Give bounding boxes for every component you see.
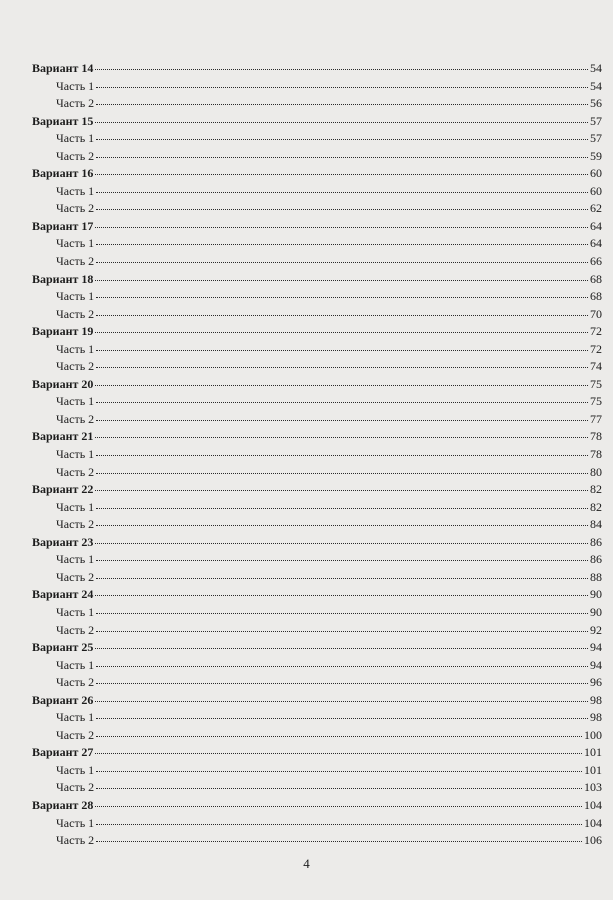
toc-entry-page: 104 xyxy=(584,797,602,812)
dot-leader xyxy=(96,508,588,509)
toc-entry-part xyxy=(32,306,602,324)
toc-entry-label: Часть 2 xyxy=(56,96,95,111)
toc-entry-page: 64 xyxy=(590,236,602,251)
toc-entry-label: Часть 1 xyxy=(56,499,95,514)
toc-entry-page: 86 xyxy=(590,552,602,567)
dot-leader xyxy=(96,525,588,526)
toc-entry-label: Вариант 20 xyxy=(32,376,94,391)
toc-entry-part xyxy=(32,604,602,622)
toc-entry-variant xyxy=(32,586,602,604)
toc-entry-label: Часть 2 xyxy=(56,464,95,479)
toc-entry-label: Часть 2 xyxy=(56,201,95,216)
dot-leader xyxy=(95,69,588,70)
toc-entry-page: 94 xyxy=(590,657,602,672)
toc-entry-part xyxy=(32,569,602,587)
toc-entry-part xyxy=(32,622,602,640)
toc-entry-variant xyxy=(32,534,602,552)
toc-entry-page: 64 xyxy=(590,218,602,233)
toc-entry-label: Часть 2 xyxy=(56,727,95,742)
dot-leader xyxy=(96,350,588,351)
toc-entry-page: 70 xyxy=(590,306,602,321)
toc-entry-page: 80 xyxy=(590,464,602,479)
toc-entry-label: Вариант 22 xyxy=(32,482,94,497)
toc-entry-page: 74 xyxy=(590,359,602,374)
toc-entry-page: 54 xyxy=(590,61,602,75)
dot-leader xyxy=(96,631,588,632)
toc-entry-part xyxy=(32,674,602,692)
toc-entry-page: 78 xyxy=(590,429,602,444)
dot-leader xyxy=(96,736,582,737)
toc-entry-page: 86 xyxy=(590,534,602,549)
dot-leader xyxy=(95,280,588,281)
toc-entry-variant xyxy=(32,428,602,446)
toc-entry-page: 77 xyxy=(590,411,602,426)
dot-leader xyxy=(96,402,588,403)
toc-entry-page: 84 xyxy=(590,517,602,532)
toc-entry-part xyxy=(32,411,602,429)
dot-leader xyxy=(96,473,588,474)
toc-entry-page: 101 xyxy=(584,745,602,760)
toc-entry-page: 106 xyxy=(584,833,602,848)
toc-entry-variant xyxy=(32,60,602,78)
toc-entry-page: 82 xyxy=(590,482,602,497)
toc-entry-label: Вариант 23 xyxy=(32,534,94,549)
toc-entry-page: 68 xyxy=(590,271,602,286)
toc-entry-part xyxy=(32,130,602,148)
toc-entry-variant xyxy=(32,323,602,341)
toc-entry-variant xyxy=(32,165,602,183)
dot-leader xyxy=(96,613,588,614)
toc-entry-label: Вариант 24 xyxy=(32,587,94,602)
dot-leader xyxy=(96,139,588,140)
toc-entry-variant xyxy=(32,113,602,131)
dot-leader xyxy=(96,683,588,684)
toc-entry-part xyxy=(32,95,602,113)
toc-entry-label: Часть 1 xyxy=(56,815,95,830)
toc-entry-page: 103 xyxy=(584,780,602,795)
toc-entry-page: 72 xyxy=(590,341,602,356)
toc-entry-page: 82 xyxy=(590,499,602,514)
table-of-contents xyxy=(32,60,602,850)
toc-entry-label: Часть 1 xyxy=(56,762,95,777)
dot-leader xyxy=(96,788,582,789)
dot-leader xyxy=(96,718,588,719)
toc-entry-label: Часть 1 xyxy=(56,78,95,93)
toc-entry-page: 59 xyxy=(590,148,602,163)
toc-entry-label: Вариант 17 xyxy=(32,218,94,233)
dot-leader xyxy=(96,367,588,368)
dot-leader xyxy=(95,122,588,123)
toc-entry-page: 56 xyxy=(590,96,602,111)
toc-entry-page: 90 xyxy=(590,604,602,619)
dot-leader xyxy=(96,578,588,579)
dot-leader xyxy=(96,297,588,298)
toc-entry-part xyxy=(32,832,602,850)
toc-entry-variant xyxy=(32,481,602,499)
toc-entry-variant xyxy=(32,376,602,394)
toc-entry-page: 62 xyxy=(590,201,602,216)
dot-leader xyxy=(95,753,582,754)
toc-entry-label: Вариант 26 xyxy=(32,692,94,707)
toc-entry-label: Вариант 18 xyxy=(32,271,94,286)
dot-leader xyxy=(95,227,588,228)
dot-leader xyxy=(96,87,588,88)
toc-entry-variant xyxy=(32,692,602,710)
toc-entry-label: Вариант 19 xyxy=(32,324,94,339)
toc-entry-label: Вариант 16 xyxy=(32,166,94,181)
dot-leader xyxy=(96,420,588,421)
dot-leader xyxy=(95,385,588,386)
toc-entry-part xyxy=(32,727,602,745)
toc-entry-page: 57 xyxy=(590,131,602,146)
toc-entry-part xyxy=(32,446,602,464)
toc-entry-label: Часть 1 xyxy=(56,657,95,672)
toc-entry-part xyxy=(32,551,602,569)
toc-entry-page: 57 xyxy=(590,113,602,128)
dot-leader xyxy=(96,666,588,667)
toc-entry-part xyxy=(32,779,602,797)
toc-entry-part xyxy=(32,148,602,166)
toc-entry-page: 98 xyxy=(590,710,602,725)
toc-entry-page: 98 xyxy=(590,692,602,707)
toc-entry-label: Часть 2 xyxy=(56,411,95,426)
dot-leader xyxy=(96,560,588,561)
toc-entry-label: Часть 2 xyxy=(56,569,95,584)
dot-leader xyxy=(95,701,588,702)
toc-entry-label: Часть 1 xyxy=(56,394,95,409)
dot-leader xyxy=(96,157,588,158)
dot-leader xyxy=(96,315,588,316)
toc-entry-variant xyxy=(32,271,602,289)
dot-leader xyxy=(96,104,588,105)
toc-entry-part xyxy=(32,200,602,218)
toc-entry-label: Часть 1 xyxy=(56,604,95,619)
toc-entry-label: Часть 2 xyxy=(56,780,95,795)
toc-entry-label: Вариант 25 xyxy=(32,640,94,655)
toc-entry-label: Часть 1 xyxy=(56,447,95,462)
toc-entry-page: 54 xyxy=(590,78,602,93)
toc-entry-label: Часть 2 xyxy=(56,148,95,163)
toc-entry-part xyxy=(32,516,602,534)
dot-leader xyxy=(95,595,588,596)
toc-entry-part xyxy=(32,253,602,271)
toc-entry-page: 90 xyxy=(590,587,602,602)
toc-entry-part xyxy=(32,235,602,253)
toc-entry-part xyxy=(32,464,602,482)
dot-leader xyxy=(95,543,588,544)
dot-leader xyxy=(95,648,588,649)
toc-entry-label: Часть 1 xyxy=(56,289,95,304)
toc-entry-label: Часть 1 xyxy=(56,341,95,356)
toc-entry-page: 60 xyxy=(590,183,602,198)
toc-entry-part xyxy=(32,358,602,376)
toc-entry-label: Часть 2 xyxy=(56,675,95,690)
dot-leader xyxy=(96,209,588,210)
dot-leader xyxy=(96,262,588,263)
toc-entry-label: Вариант 27 xyxy=(32,745,94,760)
toc-entry-label: Часть 1 xyxy=(56,710,95,725)
toc-entry-page: 101 xyxy=(584,762,602,777)
toc-entry-label: Часть 2 xyxy=(56,833,95,848)
dot-leader xyxy=(96,841,582,842)
toc-entry-part xyxy=(32,288,602,306)
toc-entry-label: Вариант 21 xyxy=(32,429,94,444)
toc-entry-part xyxy=(32,657,602,675)
dot-leader xyxy=(95,490,588,491)
toc-entry-label: Часть 1 xyxy=(56,131,95,146)
dot-leader xyxy=(96,244,588,245)
dot-leader xyxy=(95,806,582,807)
toc-entry-page: 75 xyxy=(590,394,602,409)
toc-entry-part xyxy=(32,815,602,833)
toc-entry-variant xyxy=(32,744,602,762)
toc-entry-page: 75 xyxy=(590,376,602,391)
toc-entry-page: 92 xyxy=(590,622,602,637)
page-number: 4 xyxy=(303,856,310,871)
toc-entry-page: 94 xyxy=(590,640,602,655)
toc-entry-variant xyxy=(32,218,602,236)
toc-entry-label: Вариант 14 xyxy=(32,61,94,75)
toc-entry-page: 104 xyxy=(584,815,602,830)
dot-leader xyxy=(96,192,588,193)
dot-leader xyxy=(95,332,588,333)
toc-entry-variant xyxy=(32,797,602,815)
toc-entry-label: Часть 1 xyxy=(56,236,95,251)
toc-entry-page: 72 xyxy=(590,324,602,339)
toc-entry-page: 66 xyxy=(590,254,602,269)
toc-entry-page: 78 xyxy=(590,447,602,462)
toc-entry-label: Часть 1 xyxy=(56,183,95,198)
toc-entry-label: Часть 2 xyxy=(56,622,95,637)
toc-entry-page: 60 xyxy=(590,166,602,181)
toc-entry-page: 68 xyxy=(590,289,602,304)
toc-entry-part xyxy=(32,78,602,96)
toc-entry-part xyxy=(32,183,602,201)
toc-entry-label: Часть 1 xyxy=(56,552,95,567)
toc-entry-part xyxy=(32,393,602,411)
toc-entry-part xyxy=(32,762,602,780)
toc-entry-part xyxy=(32,341,602,359)
toc-entry-label: Часть 2 xyxy=(56,306,95,321)
toc-entry-part xyxy=(32,709,602,727)
toc-entry-label: Часть 2 xyxy=(56,254,95,269)
toc-entry-label: Вариант 28 xyxy=(32,797,94,812)
toc-entry-variant xyxy=(32,639,602,657)
dot-leader xyxy=(96,455,588,456)
toc-entry-label: Часть 2 xyxy=(56,517,95,532)
toc-entry-label: Вариант 15 xyxy=(32,113,94,128)
toc-entry-part xyxy=(32,499,602,517)
toc-entry-page: 96 xyxy=(590,675,602,690)
dot-leader xyxy=(95,437,588,438)
dot-leader xyxy=(95,174,588,175)
toc-entry-label: Часть 2 xyxy=(56,359,95,374)
toc-entry-page: 100 xyxy=(584,727,602,742)
dot-leader xyxy=(96,771,582,772)
dot-leader xyxy=(96,824,582,825)
toc-entry-page: 88 xyxy=(590,569,602,584)
